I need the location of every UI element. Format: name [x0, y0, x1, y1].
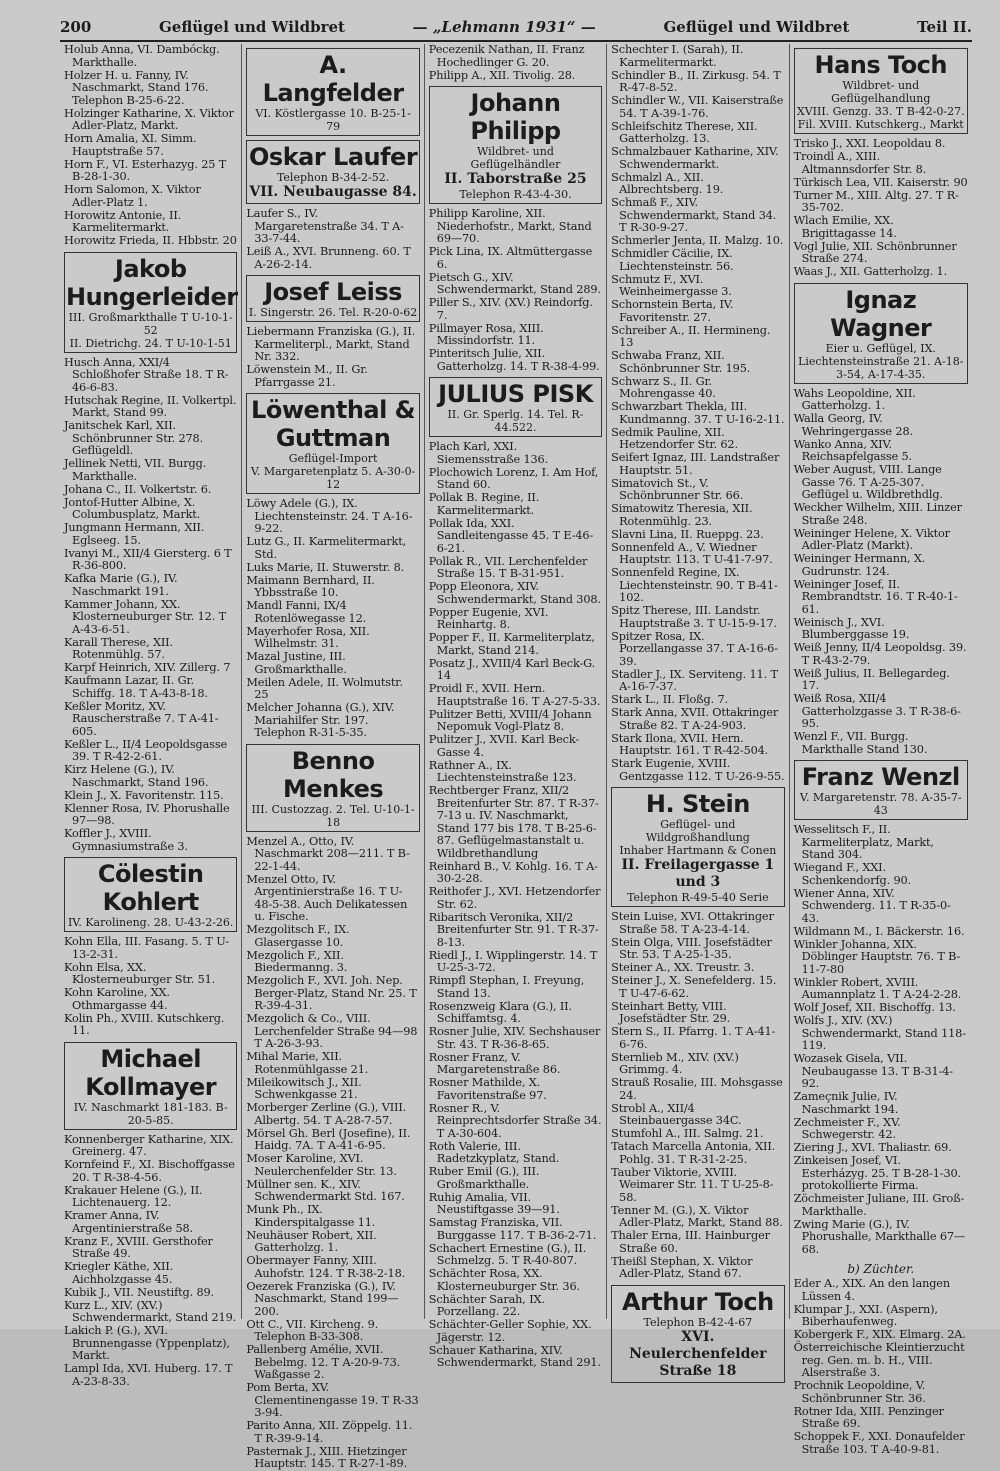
directory-entry: Walla Georg, IV. Wehringergasse 28.: [793, 412, 913, 438]
directory-entry: Holzinger Katharine, X. Viktor Adler-Platz, Markt.: [64, 106, 234, 132]
directory-entry: Zameçnik Julie, IV. Naschmarkt 194.: [793, 1090, 899, 1116]
advertisement: [794, 48, 968, 134]
advertisement-address: II. Freilagergasse 1 und 3: [621, 857, 775, 890]
directory-entry: Schmutz F., XVI. Weinheimergasse 3.: [611, 272, 732, 298]
directory-entry: Kornfeind F., XI. Bischoffgasse 20. T R-38-4-56.: [64, 1158, 235, 1184]
advertisement-line: Inhaber Hartmann & Conen: [619, 844, 777, 857]
directory-entry: Simatowitz Theresia, XII. Rotenmühlg. 23.: [611, 502, 753, 528]
directory-entry: Pulitzer Betti, XVIII/4 Johann Nepomuk Vogl-Platz 8.: [428, 707, 592, 733]
directory-entry: Pillmayer Rosa, XIII. Missindorfstr. 11.: [428, 321, 544, 347]
directory-entry: Maimann Bernhard, II. Ybbsstraße 10.: [246, 573, 375, 599]
advertisement-line: IV. Karolineng. 28. U-43-2-26.: [67, 916, 234, 929]
directory-entry: Trisko J., XXI. Leopoldau 8.: [793, 137, 946, 150]
advertisement: [64, 252, 237, 353]
directory-entry: Tauber Viktorie, XVIII. Weimarer Str. 11. T U-25-8-58.: [611, 1165, 774, 1204]
directory-entry: Spitzer Rosa, IX. Porzellangasse 37. T A-16-6-39.: [611, 629, 778, 668]
advertiser-name: Jakob Hungerleider: [66, 254, 238, 311]
directory-entry: Pallenberg Amélie, XVII. Bebelmg. 12. T A-20-9-73. Waßgasse 2.: [246, 1343, 401, 1381]
directory-entry: Mörsel Gh. Berl (Josefine), II. Haidg. 7A. T A-41-6-95.: [246, 1126, 411, 1152]
directory-entry: Tatach Marcella Antonia, XII. Pohlg. 31. T R-31-2-25.: [611, 1140, 776, 1166]
directory-entry: Turner M., XIII. Altg. 27. T R-35-702.: [793, 188, 959, 214]
directory-entry: Weinisch J., XVI. Blumberggasse 19.: [793, 615, 910, 641]
directory-entry: Sonnenfeld Regine, IX. Liechtensteinstr. 90. T B-41-102.: [611, 566, 778, 604]
directory-entry: Schleifschitz Therese, XII. Gatterholzg. 13.: [611, 119, 758, 145]
directory-entry: Philipp Karoline, XII. Niederhofstr., Markt, Stand 69—70.: [428, 207, 592, 245]
directory-entry: Schindler B., II. Zirkusg. 54. T R-47-8-52.: [611, 68, 781, 94]
advertisement-line: V. Margaretenplatz 5. A-30-0-12: [250, 465, 416, 491]
advertisement-line: Geflügel-Import: [288, 452, 378, 465]
directory-entry: Zechmeister F., XV. Schwegerstr. 42.: [793, 1115, 901, 1141]
advertiser-name: H. Stein: [645, 790, 750, 818]
directory-entry: Mezgolich F., XII. Biedermanng. 3.: [246, 948, 348, 974]
advertiser-name: JULIUS PISK: [438, 380, 593, 408]
directory-entry: Steinhart Betty, VIII. Josefstädter Str. 29.: [611, 999, 731, 1025]
directory-entry: Munk Ph., IX. Kinderspitalgasse 11.: [246, 1203, 376, 1229]
directory-entry: Moser Karoline, XVI. Neulerchenfelder Str. 13.: [246, 1152, 397, 1178]
directory-entry: Winkler Robert, XVIII. Aumannplatz 1. T A-24-2-28.: [793, 975, 962, 1001]
directory-entry: Kohn Karoline, XX. Othmargasse 44.: [64, 986, 170, 1012]
directory-entry: Laufer S., IV. Margaretenstraße 34. T A-33-7-44.: [246, 207, 404, 245]
directory-entry: Vogl Julie, XII. Schönbrunner Straße 274.: [793, 239, 957, 265]
directory-entry: Krakauer Helene (G.), II. Lichtenauerg. 12.: [64, 1183, 203, 1209]
directory-entry: Pollak R., VII. Lerchenfelder Straße 15. T B-31-951.: [428, 554, 588, 580]
directory-entry: Weiß Rosa, XII/4 Gatterholzgasse 3. T R-38-6-95.: [793, 692, 961, 730]
advertisement: [429, 86, 602, 204]
directory-entry: Schmaß F., XIV. Schwendermarkt, Stand 34. T R-30-9-27.: [611, 196, 777, 234]
directory-entry: Stark Anna, XVII. Ottakringer Straße 82. T A-24-903.: [611, 706, 779, 732]
directory-entry: Sternlieb M., XIV. (XV.) Grimmg. 4.: [611, 1050, 739, 1076]
advertisement: [246, 393, 419, 494]
header-part: Teil II.: [917, 18, 972, 36]
advertisement: [64, 1042, 237, 1130]
directory-entry: Karpf Heinrich, XIV. Zillerg. 7: [64, 661, 231, 674]
advertisement: [429, 377, 602, 437]
directory-entry: Strauß Rosalie, III. Mohsgasse 24.: [611, 1076, 783, 1102]
directory-entry: Simatovich St., V. Schönbrunner Str. 66.: [611, 476, 744, 502]
directory-entry: Spitz Therese, III. Landstr. Hauptstraße 3. T U-15-9-17.: [611, 604, 777, 630]
directory-entry: Popper F., II. Karmeliterplatz, Markt, Stand 214.: [428, 631, 595, 657]
directory-entry: Jontof-Hutter Albine, X. Columbusplatz, Markt.: [64, 495, 201, 521]
page-number: 200: [60, 18, 92, 36]
advertiser-name: A. Langfelder: [262, 51, 404, 107]
directory-columns: [60, 43, 972, 1470]
advertisement-address: II. Taborstraße 25: [444, 171, 587, 187]
advertisement-line: IV. Naschmarkt 181-183. B-20-5-85.: [73, 1100, 228, 1127]
directory-entry: Zinkeisen Josef, VI. Esterházyg. 25. T B-28-1-30. protokollierte Firma.: [793, 1154, 961, 1192]
directory-entry: Schmidler Cäcilie, IX. Liechtensteinstr. 56.: [611, 247, 734, 273]
directory-entry: Piller S., XIV. (XV.) Reindorfg. 7.: [428, 296, 593, 322]
directory-entry: Klumpar J., XXI. (Aspern), Biberhaufenweg.: [793, 1302, 938, 1328]
advertisement-line: Telephon R-49-5-40 Serie: [627, 891, 769, 904]
advertisement: [64, 857, 237, 932]
column-1: [60, 43, 242, 1388]
directory-entry: Ziering J., XVI. Thaliastr. 69.: [793, 1141, 952, 1154]
advertiser-name: Hans Toch: [814, 51, 947, 79]
directory-entry: Rathner A., IX. Liechtensteinstraße 123.: [428, 758, 577, 784]
directory-entry: Mezgolich & Co., VIII. Lerchenfelder Straße 94—98 T A-26-3-93.: [246, 1012, 418, 1050]
advertiser-name: Michael Kollmayer: [85, 1044, 217, 1101]
advertiser-name: Johann Philipp: [470, 89, 561, 145]
directory-entry: Ruhig Amalia, VII. Neustiftgasse 39—91.: [428, 1190, 560, 1216]
advertisement-line: Wildbret- und Geflügelhandlung: [831, 79, 931, 105]
directory-entry: Ribaritsch Veronika, XII/2 Breitenfurter Str. 91. T R-37-8-13.: [428, 910, 599, 949]
directory-entry: Plochowich Lorenz, I. Am Hof, Stand 60.: [428, 465, 599, 491]
directory-entry: Holzer H. u. Fanny, IV. Naschmarkt, Stand 176. Telephon B-25-6-22.: [64, 68, 209, 107]
directory-entry: Kriegler Käthe, XII. Aichholzgasse 45.: [64, 1260, 174, 1286]
directory-entry: Schmalzl A., XII. Albrechtsberg. 19.: [611, 170, 724, 196]
directory-entry: Jungmann Hermann, XII. Eglseeg. 15.: [64, 521, 205, 547]
directory-entry: Pick Lina, IX. Altmüttergasse 6.: [428, 245, 593, 271]
directory-entry: Schauer Katharina, XIV. Schwendermarkt, Stand 291.: [428, 1343, 601, 1369]
advertisement-line: II. Dietrichg. 24. T U-10-1-51: [69, 336, 232, 350]
advertiser-name: Ignaz Wagner: [830, 285, 932, 342]
directory-entry: Stein Olga, VIII. Josefstädter Str. 53. T A-25-1-35.: [611, 935, 772, 961]
directory-entry: Rosner Mathilde, X. Favoritenstraße 97.: [428, 1076, 547, 1102]
directory-entry: Löwy Adele (G.), IX. Liechtensteinstr. 24. T A-16-9-22.: [246, 497, 413, 535]
directory-entry: Johana C., II. Volkertstr. 6.: [64, 482, 212, 496]
directory-entry: Pulitzer J., XVII. Karl Beck-Gasse 4.: [428, 733, 579, 759]
directory-entry: Wiener Anna, XIV. Schwenderg. 11. T R-35-0-43.: [793, 886, 951, 925]
directory-entry: Karall Therese, XII. Rotenmühlg. 57.: [64, 635, 173, 661]
directory-entry: Morberger Zerline (G.), VIII. Albertg. 54. T A-28-7-57.: [246, 1101, 407, 1127]
column-3: [425, 43, 607, 1369]
directory-entry: Keßler L., II/4 Leopoldsgasse 39. T R-42-2-61.: [64, 737, 228, 763]
directory-entry: Weiß Jenny, II/4 Leopoldsg. 39. T R-43-2-79.: [793, 641, 967, 667]
header-right-title: Geflügel und Wildbret: [663, 18, 850, 36]
advertisement-line: VI. Köstlergasse 10. B-25-1-79: [255, 107, 411, 133]
directory-entry: Steiner A., XX. Treustr. 3.: [611, 961, 755, 974]
header-center-title: — „Lehmann 1931“ —: [412, 18, 596, 36]
directory-entry: Proidl F., XVII. Hern. Hauptstraße 16. T A-27-5-33.: [428, 682, 601, 708]
directory-entry: Pinteritsch Julie, XII. Gatterholzg. 14. T R-38-4-99.: [428, 347, 600, 373]
header-left-title: Geflügel und Wildbret: [159, 18, 345, 36]
directory-entry: Neuhäuser Robert, XII. Gatterholzg. 1.: [246, 1228, 377, 1254]
advertiser-name: Benno Menkes: [283, 746, 384, 803]
directory-entry: Horowitz Antonie, II. Karmelitermarkt.: [64, 208, 182, 234]
directory-entry: Stadler J., IX. Serviteng. 11. T A-16-7-37.: [611, 667, 778, 693]
directory-entry: Theißl Stephan, X. Viktor Adler-Platz, Stand 67.: [611, 1254, 753, 1280]
directory-entry: Zwing Marie (G.), IV. Phorushalle, Markthalle 67—68.: [793, 1217, 966, 1256]
directory-entry: Schmalzbauer Katharine, XIV. Schwendermarkt.: [611, 145, 779, 171]
directory-entry: Wolf Josef, XII. Bischoffg. 13.: [793, 1001, 956, 1014]
directory-entry: Wildmann M., I. Bäckerstr. 16.: [793, 924, 965, 938]
directory-entry: Ruber Emil (G.), III. Großmarkthalle.: [428, 1165, 540, 1191]
directory-entry: Parito Anna, XII. Zöppelg. 11. T R-39-9-14.: [246, 1419, 413, 1445]
directory-entry: Melcher Johanna (G.), XIV. Mariahilfer Str. 197. Telephon R-31-5-35.: [246, 701, 395, 739]
advertisement: [246, 140, 419, 204]
directory-entry: Ivanyi M., XII/4 Giersterg. 6 T R-36-800.: [64, 546, 232, 572]
directory-entry: Popper Eugenie, XVI. Reinhartg. 8.: [428, 605, 549, 631]
directory-entry: Kohn Ella, III. Fasang. 5. T U-13-2-31.: [64, 935, 230, 961]
directory-entry: Schachert Ernestine (G.), II. Schmelzg. 5. T R-40-807.: [428, 1241, 587, 1267]
advertisement-line: III. Großmarkthalle T U-10-1-52: [68, 310, 233, 337]
directory-entry: Schwaba Franz, XII. Schönbrunner Str. 195.: [611, 349, 751, 375]
directory-entry: Schwarz S., II. Gr. Mohrengasse 40.: [611, 374, 716, 400]
directory-entry: Stark L., II. Floßg. 7.: [611, 693, 728, 706]
directory-entry: Janitschek Karl, XII. Schönbrunner Str. 278. Geflügeldl.: [64, 419, 204, 457]
page-header: [60, 14, 972, 42]
directory-entry: Roth Valerie, III. Radetzkyplatz, Stand.: [428, 1139, 560, 1165]
directory-entry: Horn F., VI. Esterhazyg. 25 T B-28-1-30.: [64, 157, 227, 183]
directory-entry: Posatz J., XVIII/4 Karl Beck-G. 14: [428, 656, 596, 682]
directory-entry: Weckher Wilhelm, XIII. Linzer Straße 248.: [793, 501, 962, 527]
directory-entry: Keßler Moritz, XV. Rauscherstraße 7. T A-41-605.: [64, 699, 219, 738]
directory-entry: Sedmik Pauline, XII. Hetzendorfer Str. 62.: [611, 425, 738, 451]
advertisement: [794, 283, 968, 384]
advertisement-line: Telephon R-43-4-30.: [459, 188, 572, 201]
advertiser-name: Oskar Laufer: [249, 143, 418, 171]
directory-entry: Wesselitsch F., II. Karmeliterplatz, Markt, Stand 304.: [793, 823, 934, 861]
directory-entry: Zöchmeister Juliane, III. Groß-Markthalle.: [793, 1192, 965, 1218]
advertisement-line: Fil. XVIII. Kutschkerg., Markt: [797, 118, 964, 131]
directory-entry: Waas J., XII. Gatterholzg. 1.: [793, 265, 948, 278]
advertisement-line: XVIII. Genzg. 33. T B-42-0-27.: [796, 105, 965, 118]
directory-entry: Tenner M. (G.), X. Viktor Adler-Platz, Markt, Stand 88.: [611, 1203, 783, 1229]
directory-entry: Mazal Justine, III. Großmarkthalle.: [246, 650, 347, 676]
advertisement: [611, 1285, 784, 1383]
directory-entry: Wenzl F., VII. Burgg. Markthalle Stand 130.: [793, 730, 928, 756]
directory-entry: Schwarzbart Thekla, III. Kundmanng. 37. T U-16-2-11.: [611, 400, 785, 426]
directory-entry: Schoppek F., XXI. Donaufelder Straße 103. T A-40-9-81.: [793, 1430, 965, 1456]
directory-entry: Rotner Ida, XIII. Penzinger Straße 69.: [793, 1404, 944, 1430]
advertisement-line: V. Margaretenstr. 78. A-35-7-43: [799, 791, 962, 817]
directory-entry: Kafka Marie (G.), IV. Naschmarkt 191.: [64, 572, 178, 598]
advertiser-name: Löwenthal & Guttman: [251, 396, 416, 452]
directory-entry: Sonnenfeld A., V. Wiedner Hauptstr. 113. T U-41-7-97.: [611, 540, 773, 566]
directory-entry: Liebermann Franziska (G.), II. Karmeliterpl., Markt, Stand Nr. 332.: [246, 325, 416, 363]
advertiser-name: Cölestin Kohlert: [97, 860, 204, 916]
directory-entry: Philipp A., XII. Tivolig. 28.: [428, 68, 576, 82]
directory-entry: Menzel A., Otto, IV. Naschmarkt 208—211. T B-22-1-44.: [246, 834, 410, 873]
directory-entry: Kaufmann Lazar, II. Gr. Schiffg. 18. T A-43-8-18.: [64, 674, 208, 700]
advertisement-address: XVI. Neulerchenfelder Straße 18: [629, 1328, 767, 1379]
directory-entry: Kirz Helene (G.), IV. Naschmarkt, Stand 196.: [64, 763, 209, 789]
directory-entry: Weininger Josef, II. Rembrandtstr. 16. T R-40-1-61.: [793, 577, 958, 616]
directory-entry: Schächter Rosa, XX. Klosterneuburger Str. 36.: [428, 1267, 580, 1293]
directory-entry: Türkisch Lea, VII. Kaiserstr. 90: [793, 175, 968, 189]
directory-entry: Menzel Otto, IV. Argentinierstraße 16. T U-48-5-38. Auch Delikatessen u. Fische.: [246, 872, 408, 923]
advertisement: [246, 744, 419, 832]
directory-entry: Eder A., XIX. An den langen Lüssen 4.: [793, 1277, 950, 1303]
advertisement: [794, 760, 968, 820]
directory-entry: Husch Anna, XXI/4 Schloßhofer Straße 18. T R-46-6-83.: [64, 355, 229, 394]
directory-entry: Obermayer Fanny, XIII. Auhofstr. 124. T R-38-2-18.: [246, 1254, 406, 1280]
advertiser-name: Josef Leiss: [264, 278, 402, 306]
directory-entry: Wolfs J., XIV. (XV.) Schwendermarkt, Stand 118-119.: [793, 1014, 966, 1052]
directory-entry: Leiß A., XVI. Brunneng. 60. T A-26-2-14.: [246, 245, 411, 271]
directory-entry: Schechter I. (Sarah), II. Karmelitermarkt.: [611, 43, 744, 69]
directory-entry: Pollak Ida, XXI. Sandleitengasse 45. T E-46-6-21.: [428, 516, 594, 555]
directory-entry: Löwenstein M., II. Gr. Pfarrgasse 21.: [246, 363, 368, 389]
directory-entry: Lampl Ida, XVI. Huberg. 17. T A-23-8-33.: [64, 1362, 233, 1388]
directory-entry: Mihal Marie, XII. Rotenmühlgasse 21.: [246, 1050, 369, 1076]
directory-entry: Wozasek Gisela, VII. Neubaugasse 13. T B-31-4-92.: [793, 1052, 953, 1090]
directory-entry: Wlach Emilie, XX. Brigittagasse 14.: [793, 214, 897, 240]
advertisement-line: II. Gr. Sperlg. 14. Tel. R-44.522.: [447, 408, 584, 434]
directory-entry: Kobergerk F., XIX. Elmarg. 2A.: [793, 1328, 966, 1341]
directory-entry: Meilen Adele, II. Wolmutstr. 25: [246, 675, 403, 701]
advertisement-line: III. Custozzag. 2. Tel. U-10-1-18: [251, 802, 415, 829]
directory-entry: Prochnik Leopoldine, V. Schönbrunner Str. 36.: [793, 1379, 926, 1405]
directory-entry: Kohn Elsa, XX. Klosterneuburger Str. 51.: [64, 960, 216, 986]
directory-entry: Müllner sen. K., XIV. Schwendermarkt Std. 167.: [246, 1177, 405, 1203]
directory-entry: Reinhard B., V. Kohlg. 16. T A-30-2-28.: [428, 859, 598, 885]
advertiser-name: Franz Wenzl: [801, 763, 960, 791]
directory-entry: Lutz G., II. Karmelitermarkt, Std.: [246, 535, 407, 561]
directory-entry: Rimpfl Stephan, I. Freyung, Stand 13.: [428, 974, 585, 1000]
directory-entry: Pollak B. Regine, II. Karmelitermarkt.: [428, 491, 540, 517]
directory-entry: Schächter-Geller Sophie, XX. Jägerstr. 12.: [428, 1318, 592, 1344]
directory-entry: Mayerhofer Rosa, XII. Wilhelmstr. 31.: [246, 624, 370, 650]
directory-entry: Stumfohl A., III. Salmg. 21.: [611, 1127, 764, 1140]
directory-entry: Klein J., X. Favoritenstr. 115.: [64, 788, 224, 802]
section-heading: b) Züchter.: [847, 1262, 915, 1276]
directory-entry: Pom Berta, XV. Clementinengasse 19. T R-33 3-94.: [246, 1381, 419, 1419]
directory-entry: Rosenzweig Klara (G.), II. Schiffamtsg. 4.: [428, 999, 572, 1025]
directory-entry: Thaler Erna, III. Hainburger Straße 60.: [611, 1229, 770, 1255]
directory-entry: Kramer Anna, IV. Argentinierstraße 58.: [64, 1209, 193, 1235]
directory-entry: Kammer Johann, XX. Klosterneuburger Str. 12. T A-43-6-51.: [64, 597, 226, 636]
directory-entry: Weber August, VIII. Lange Gasse 76. T A-25-307. Geflügel u. Wildbrethdlg.: [793, 463, 943, 501]
advertisement: [246, 275, 419, 322]
directory-entry: Plach Karl, XXI. Siemensstraße 136.: [428, 440, 549, 466]
directory-entry: Rechtberger Franz, XII/2 Breitenfurter Str. 87. T R-37-7-13 u. IV. Naschmarkt, Stand 177 bis 178. T B-25-6-87. Geflügelmastanstalt u. Wildbrethandlung: [428, 784, 599, 860]
directory-entry: Strobl A., XII/4 Steinbauergasse 34C.: [611, 1101, 742, 1127]
directory-entry: Horn Salomon, X. Viktor Adler-Platz 1.: [64, 183, 201, 209]
directory-entry: Stark Eugenie, XVIII. Gentzgasse 112. T U-26-9-55.: [611, 757, 785, 783]
directory-entry: Stein Luise, XVI. Ottakringer Straße 58. T A-23-4-14.: [611, 910, 774, 936]
directory-entry: Klenner Rosa, IV. Phorushalle 97—98.: [64, 801, 230, 827]
directory-entry: Pasternak J., XIII. Hietzinger Hauptstr. 145. T R-27-1-89.: [246, 1444, 408, 1470]
directory-entry: Kolin Ph., XVIII. Kutschkerg. 11.: [64, 1011, 225, 1037]
directory-entry: Horowitz Frieda, II. Hbbstr. 20: [64, 234, 237, 247]
directory-entry: Mandl Fanni, IX/4 Rotenlöwegasse 12.: [246, 599, 367, 625]
advertiser-name: Arthur Toch: [622, 1287, 774, 1316]
directory-entry: Weiß Julius, II. Bellegardeg. 17.: [793, 666, 950, 692]
directory-entry: Luks Marie, II. Stuwerstr. 8.: [246, 560, 405, 574]
directory-entry: Konnenberger Katharine, XIX. Greinerg. 47.: [64, 1132, 234, 1158]
directory-entry: Pecezenik Nathan, II. Franz Hochedlinger G. 20.: [428, 43, 585, 69]
directory-entry: Schächter Sarah, IX. Porzellang. 22.: [428, 1292, 545, 1318]
directory-entry: Samstag Franziska, VII. Burggasse 117. T B-36-2-71.: [428, 1216, 597, 1242]
directory-entry: Kurz L., XIV. (XV.) Schwendermarkt, Stand 219.: [64, 1298, 237, 1324]
directory-entry: Jellinek Netti, VII. Burgg. Markthalle.: [64, 457, 207, 483]
directory-entry: Koffler J., XVIII. Gymnasiumstraße 3.: [64, 827, 188, 853]
directory-entry: Wahs Leopoldine, XII. Gatterholzg. 1.: [793, 386, 916, 412]
directory-entry: Hutschak Regine, II. Volkertpl. Markt, Stand 99.: [64, 393, 237, 419]
directory-entry: Stern S., II. Pfarrg. 1. T A-41-6-76.: [611, 1025, 776, 1051]
directory-entry: Wanko Anna, XIV. Reichsapfelgasse 5.: [793, 437, 912, 463]
directory-entry: Oezerek Franziska (G.), IV. Naschmarkt, Stand 199—200.: [246, 1279, 399, 1318]
column-4: [607, 43, 789, 1379]
column-2: [242, 44, 424, 1470]
advertisement: [246, 48, 419, 136]
directory-entry: Popp Eleonora, XIV. Schwendermarkt, Stand 308.: [428, 580, 601, 606]
directory-entry: Lakich P. (G.), XVI. Brunnengasse (Yppenplatz), Markt.: [64, 1324, 230, 1362]
directory-entry: Weininger Hermann, X. Gudrunstr. 124.: [793, 552, 926, 578]
directory-entry: Pietsch G., XIV. Schwendermarkt, Stand 289.: [428, 270, 601, 296]
directory-entry: Reithofer J., XVI. Hetzendorfer Str. 62.: [428, 885, 601, 911]
advertisement: [611, 787, 784, 907]
directory-entry: Schornstein Berta, IV. Favoritenstr. 27.: [611, 298, 734, 324]
directory-entry: Kranz F., XVIII. Gersthofer Straße 49.: [64, 1234, 213, 1260]
directory-entry: Steiner J., X. Senefelderg. 15. T U-47-6-62.: [611, 974, 777, 1000]
advertisement-line: I. Singerstr. 26. Tel. R-20-0-62: [248, 306, 418, 319]
advertisement-line: Wildbret- und Geflügelhändler: [470, 145, 561, 171]
advertisement-line: Eier u. Geflügel, IX. Liechtensteinstraße 21. A-18-3-54, A-17-4-35.: [798, 341, 964, 381]
directory-entry: Schreiber A., II. Hermineng. 13: [611, 323, 771, 349]
directory-entry: Kubik J., VII. Neustiftg. 89.: [64, 1285, 214, 1299]
directory-entry: Holub Anna, VI. Dambóckg. Markthalle.: [64, 43, 220, 69]
directory-entry: Rosner Franz, V. Margaretenstraße 86.: [428, 1050, 561, 1076]
advertisement-line: Geflügel- und Wildgroßhandlung: [645, 818, 750, 844]
advertisement-address: VII. Neubaugasse 84.: [249, 184, 417, 200]
directory-entry: Stark Ilona, XVII. Hern. Hauptstr. 161. T R-42-504.: [611, 731, 769, 757]
directory-entry: Weininger Helene, X. Viktor Adler-Platz (Markt).: [793, 526, 950, 552]
directory-entry: Schmerler Jenta, II. Malzg. 10.: [611, 234, 784, 247]
directory-entry: Winkler Johanna, XIX. Döblinger Hauptstr. 76. T B-11-7-80: [793, 937, 961, 976]
column-5: [790, 44, 972, 1456]
directory-entry: Schindler W., VII. Kaiserstraße 54. T A-39-1-76.: [611, 94, 784, 120]
directory-entry: Ott C., VII. Kircheng. 9. Telephon B-33-308.: [246, 1317, 379, 1343]
advertisement-line: Telephon B-42-4-67: [643, 1315, 753, 1329]
directory-entry: Troindl A., XIII. Altmannsdorfer Str. 8.: [793, 150, 927, 176]
directory-entry: Österreichische Kleintierzucht reg. Gen. m. b. H., VIII. Alserstraße 3.: [793, 1341, 965, 1379]
directory-entry: Mileikowitsch J., XII. Schwenkgasse 21.: [246, 1075, 362, 1101]
directory-entry: Wiegand F., XXI. Schenkendorfg. 90.: [793, 861, 911, 887]
directory-entry: Riedl J., I. Wipplingerstr. 14. T U-25-3-72.: [428, 948, 598, 974]
directory-entry: Slavni Lina, II. Rueppg. 23.: [611, 527, 764, 541]
directory-entry: Mezgolitsch F., IX. Glasergasse 10.: [246, 923, 350, 949]
directory-entry: Mezgolich F., XVI. Joh. Nep. Berger-Platz, Stand Nr. 25. T R-39-4-31.: [246, 974, 417, 1012]
directory-entry: Seifert Ignaz, III. Landstraßer Hauptstr. 51.: [611, 451, 780, 477]
advertisement-line: Telephon B-34-2-52.: [276, 171, 390, 184]
directory-entry: Horn Amalia, XI. Simm. Hauptstraße 57.: [64, 132, 197, 158]
directory-entry: Rosner R., V. Reinprechtsdorfer Straße 34. T A-30-604.: [428, 1101, 602, 1140]
directory-entry: Rosner Julie, XIV. Sechshauser Str. 43. T R-36-8-65.: [428, 1025, 601, 1051]
